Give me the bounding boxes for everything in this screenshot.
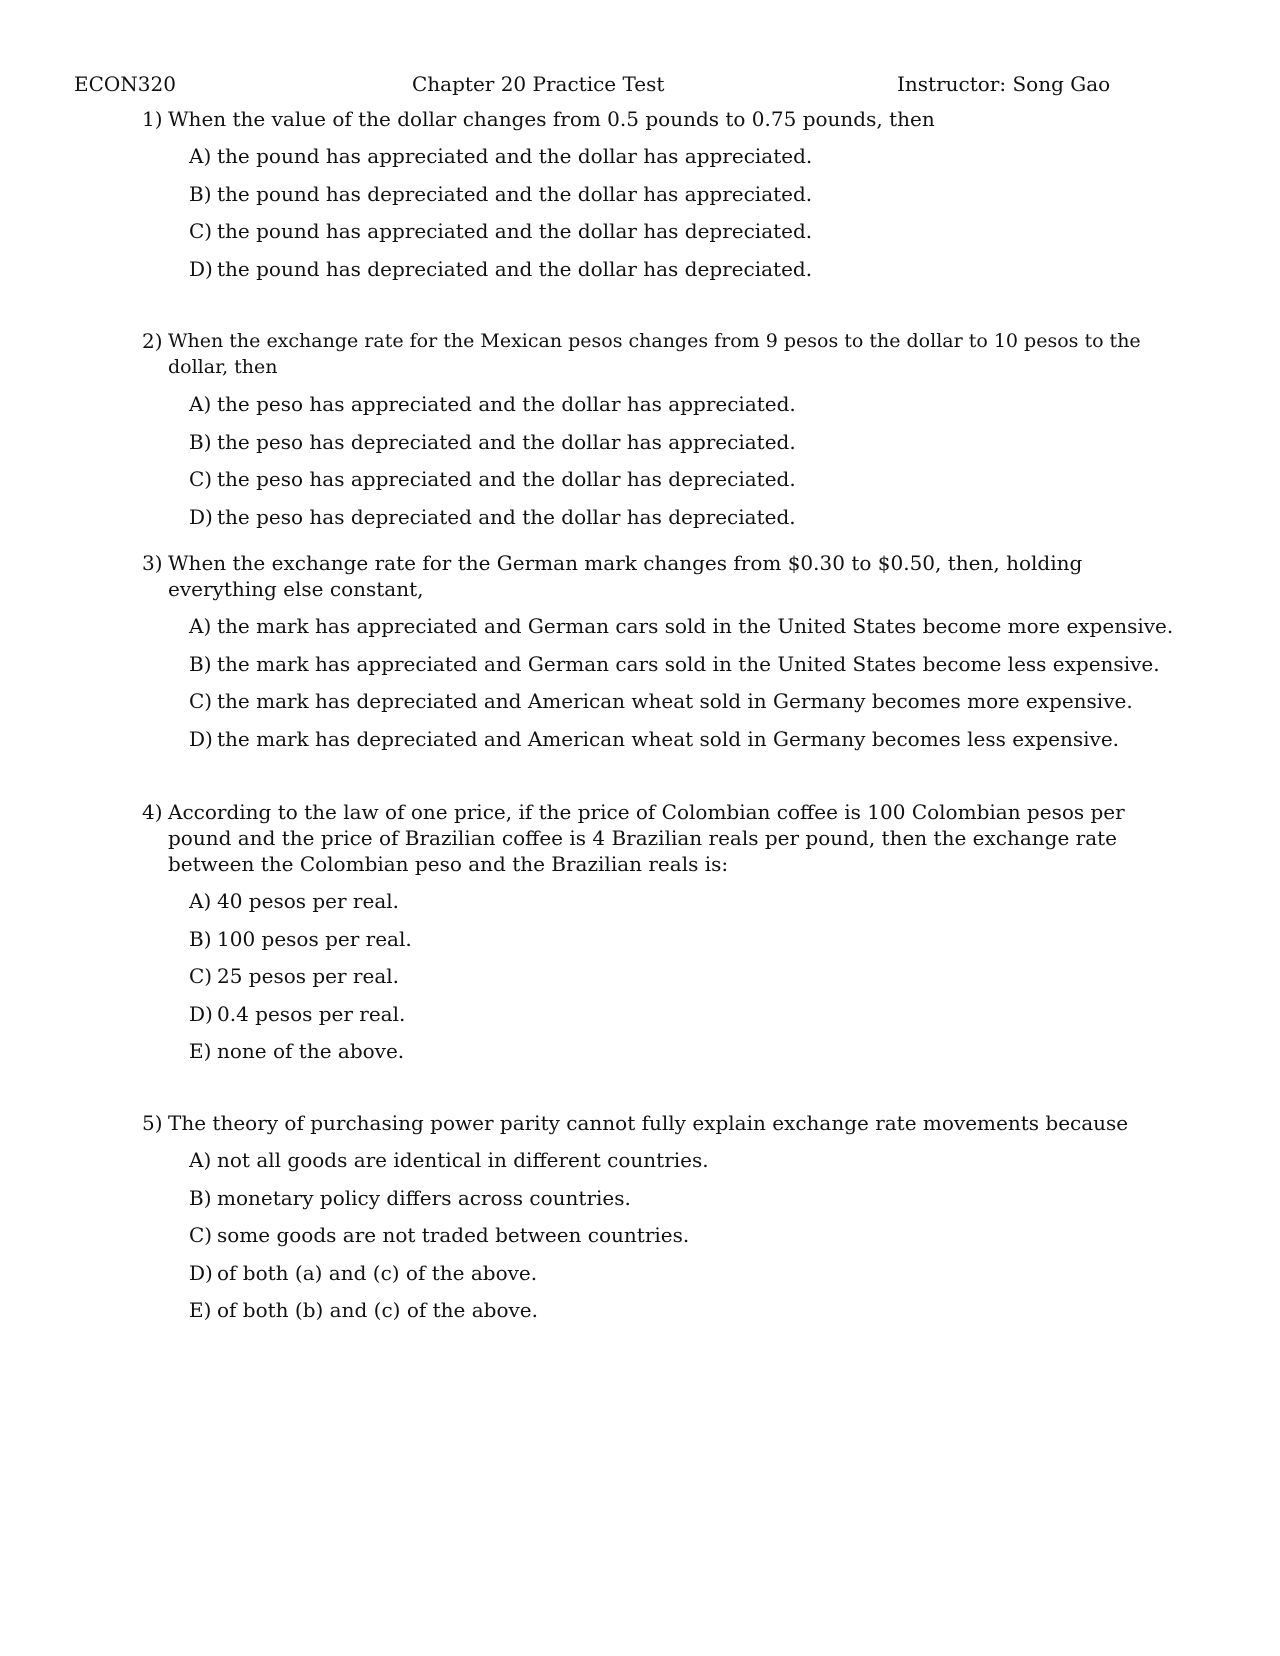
option-letter: A) <box>189 889 212 913</box>
course-code: ECON320 <box>74 72 176 96</box>
answer-option-d <box>189 1260 1177 1286</box>
answer-option-b <box>189 651 1177 677</box>
question-number: 2) <box>142 329 163 353</box>
question-3 <box>142 550 1177 763</box>
option-text: 25 pesos per real. <box>217 964 400 988</box>
option-letter: C) <box>189 964 213 988</box>
question-text: When the exchange rate for the German mark changes from $0.30 to $0.50, then, holding everything else constant, <box>168 551 1083 601</box>
answer-option-b <box>189 926 1177 952</box>
question-text: When the exchange rate for the Mexican pesos changes from 9 pesos to the dollar to 10 pesos to the dollar, then <box>168 330 1141 378</box>
question-number: 5) <box>142 1111 163 1135</box>
option-letter: A) <box>189 1148 212 1172</box>
answer-option-b <box>189 1185 1177 1211</box>
option-letter: C) <box>189 1223 213 1247</box>
option-letter: A) <box>189 614 212 638</box>
answer-option-c <box>189 1222 1177 1248</box>
answer-options <box>189 613 1177 752</box>
question-stem <box>142 799 1177 877</box>
question-stem <box>142 106 1177 132</box>
option-letter: B) <box>189 926 212 951</box>
answer-option-c <box>189 466 1182 492</box>
question-text: According to the law of one price, if the price of Colombian coffee is 100 Colombian pesos per pound and the price of Brazilian coffee is 4 Brazilian reals per pound, then the exchange rate between the Colombian peso and the Brazilian reals is: <box>168 800 1125 876</box>
option-letter: C) <box>189 689 213 713</box>
option-text: some goods are not traded between countries. <box>217 1223 690 1247</box>
answer-option-d <box>189 256 1177 282</box>
option-text: the pound has depreciated and the dollar has appreciated. <box>217 181 813 206</box>
answer-option-b <box>189 429 1182 455</box>
answer-option-a <box>189 613 1177 639</box>
option-letter: D) <box>189 1001 213 1026</box>
answer-options <box>189 1147 1177 1323</box>
answer-option-d <box>189 504 1182 530</box>
answer-option-a <box>189 1147 1177 1173</box>
option-text: the pound has appreciated and the dollar has depreciated. <box>217 219 813 243</box>
question-5 <box>142 1110 1177 1335</box>
option-text: of both (b) and (c) of the above. <box>217 1298 538 1322</box>
option-letter: A) <box>189 392 212 416</box>
page-title: Chapter 20 Practice Test <box>412 72 665 96</box>
question-number: 3) <box>142 551 163 575</box>
answer-option-a <box>189 888 1177 914</box>
question-4 <box>142 799 1177 1076</box>
answer-options <box>189 143 1177 282</box>
question-stem <box>142 1110 1177 1136</box>
answer-options <box>189 888 1177 1064</box>
option-letter: B) <box>189 429 212 454</box>
option-letter: E) <box>189 1298 212 1322</box>
option-text: the peso has depreciated and the dollar has appreciated. <box>217 429 796 454</box>
option-text: the mark has appreciated and German cars sold in the United States become more expensive. <box>217 614 1174 638</box>
answer-option-e <box>189 1297 1177 1323</box>
instructor-name: Instructor: Song Gao <box>897 72 1111 96</box>
option-text: none of the above. <box>217 1039 405 1063</box>
option-letter: C) <box>189 219 213 243</box>
option-letter: B) <box>189 651 212 676</box>
question-text: When the value of the dollar changes from 0.5 pounds to 0.75 pounds, then <box>168 107 935 131</box>
option-letter: D) <box>189 504 213 529</box>
answer-option-d <box>189 726 1177 752</box>
question-number: 4) <box>142 800 163 824</box>
option-letter: B) <box>189 1185 212 1210</box>
question-stem <box>142 550 1177 602</box>
option-text: the peso has appreciated and the dollar has depreciated. <box>217 467 796 491</box>
question-stem <box>142 328 1182 380</box>
answer-options <box>189 391 1182 530</box>
question-text: The theory of purchasing power parity cannot fully explain exchange rate movements because <box>168 1111 1129 1135</box>
answer-option-d <box>189 1001 1177 1027</box>
option-letter: D) <box>189 256 213 281</box>
question-number: 1) <box>142 107 163 131</box>
answer-option-e <box>189 1038 1177 1064</box>
option-text: the mark has depreciated and American wheat sold in Germany becomes more expensive. <box>217 689 1133 713</box>
option-text: 100 pesos per real. <box>217 926 412 951</box>
option-text: the peso has appreciated and the dollar has appreciated. <box>217 392 796 416</box>
question-1 <box>142 106 1177 293</box>
option-text: the mark has depreciated and American wheat sold in Germany becomes less expensive. <box>217 726 1120 751</box>
option-text: of both (a) and (c) of the above. <box>217 1260 538 1285</box>
option-letter: D) <box>189 1260 213 1285</box>
option-text: the peso has depreciated and the dollar has depreciated. <box>217 504 796 529</box>
option-letter: D) <box>189 726 213 751</box>
answer-option-a <box>189 391 1182 417</box>
answer-option-c <box>189 688 1177 714</box>
answer-option-c <box>189 963 1177 989</box>
option-text: the mark has appreciated and German cars sold in the United States become less expensive. <box>217 651 1160 676</box>
answer-option-b <box>189 181 1177 207</box>
answer-option-c <box>189 218 1177 244</box>
answer-option-a <box>189 143 1177 169</box>
option-text: 0.4 pesos per real. <box>217 1001 406 1026</box>
option-text: the pound has depreciated and the dollar has depreciated. <box>217 256 813 281</box>
option-text: the pound has appreciated and the dollar has appreciated. <box>217 144 813 168</box>
option-letter: C) <box>189 467 213 491</box>
page-header <box>0 72 1280 100</box>
option-text: monetary policy differs across countries. <box>217 1185 631 1210</box>
option-letter: B) <box>189 181 212 206</box>
option-text: not all goods are identical in different countries. <box>217 1148 709 1172</box>
option-letter: A) <box>189 144 212 168</box>
option-letter: E) <box>189 1039 212 1063</box>
question-2 <box>142 328 1182 541</box>
option-text: 40 pesos per real. <box>217 889 400 913</box>
